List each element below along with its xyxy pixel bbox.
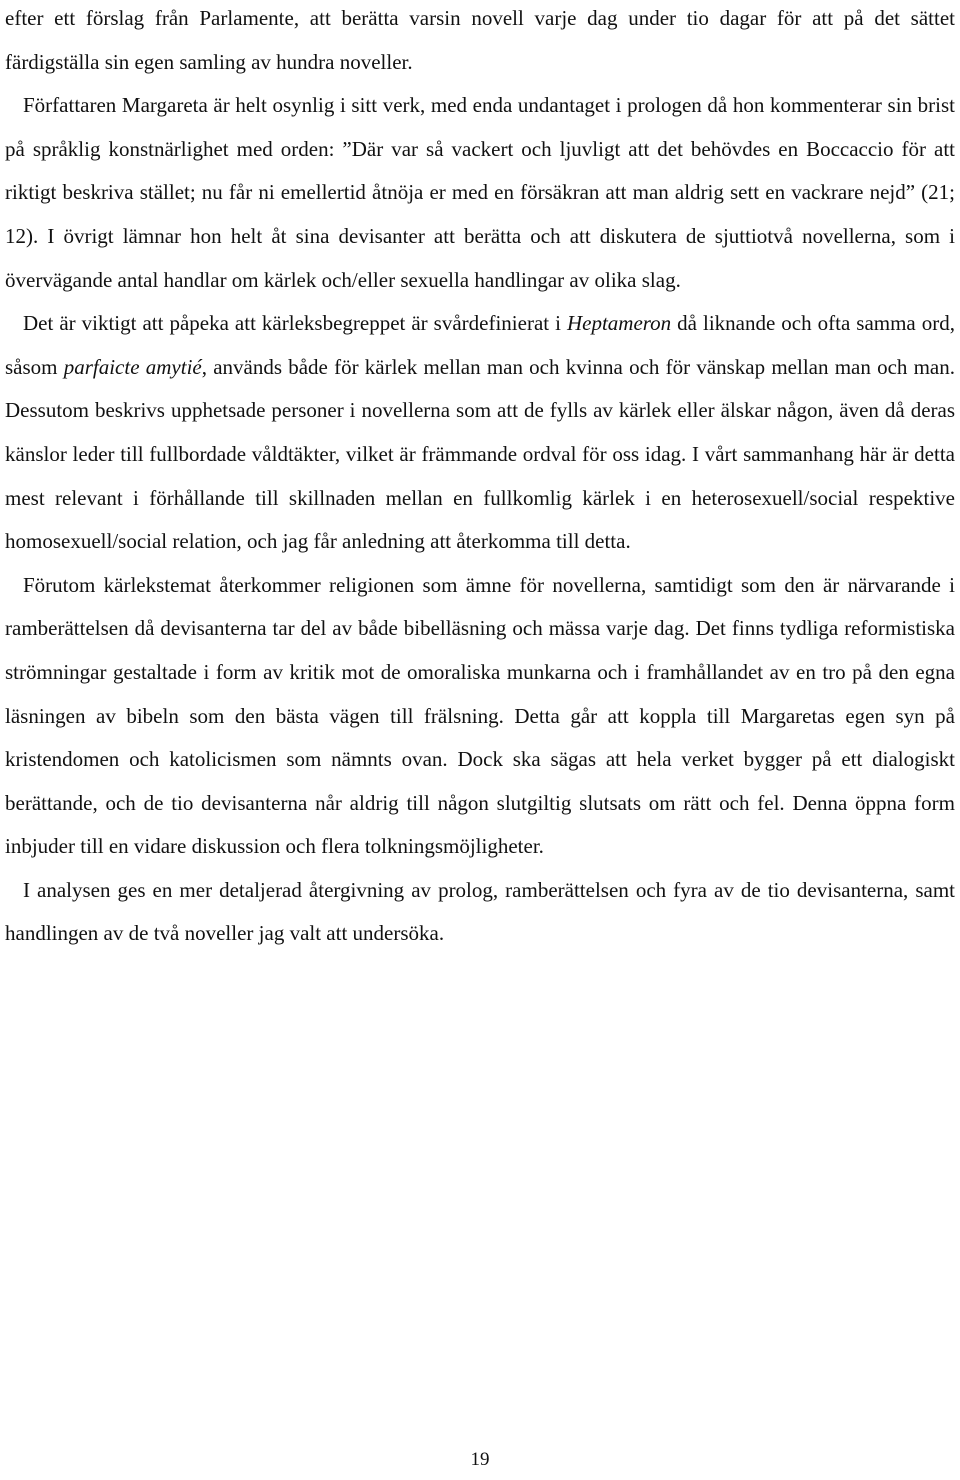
paragraph-analysis bbox=[5, 869, 955, 956]
text-run: , används både för kärlek mellan man och kvinna och för vänskap mellan man och man. Dessutom beskrivs upphetsade personer i novellerna som att de fylls av kärlek eller älskar någon, även då deras känslor leder till fullbordade våldtäkter, vilket är främmande ordval för oss idag. I vårt sammanhang här är detta mest relevant i förhållande till skillnaden mellan en fullkomlig kärlek i en heterosexuell/social respektive homosexuell/social relation, och jag får anledning att återkomma till detta. bbox=[5, 354, 956, 554]
paragraph-continued bbox=[5, 0, 955, 84]
body-text bbox=[5, 0, 955, 956]
page-number: 19 bbox=[470, 1449, 490, 1470]
paragraph-religion bbox=[5, 564, 955, 869]
text-run: Författaren Margareta är helt osynlig i sitt verk, med enda undantaget i prologen då hon kommenterar sin brist på språklig konstnärlighet med orden: ”Där var så vackert och ljuvligt att det behövdes en Boccaccio för att riktigt beskriva stället; nu får ni emellertid åtnöja er med en försäkran att man aldrig sett en vackrare nejd” (21; 12). I övrigt lämnar hon helt åt sina devisanter att berätta och att diskutera de sjuttiotvå novellerna, som i övervägande antal handlar om kärlek och/eller sexuella handlingar av olika slag. bbox=[5, 93, 955, 292]
italic-term: parfaicte amytié bbox=[63, 354, 202, 379]
document-page bbox=[5, 0, 955, 1480]
paragraph-author-invisibility bbox=[5, 84, 955, 302]
text-run: Det är viktigt att påpeka att kärleksbegreppet är svårdefinierat i bbox=[23, 311, 567, 336]
paragraph-love-concept bbox=[5, 302, 955, 564]
text-run: I analysen ges en mer detaljerad återgivning av prolog, ramberättelsen och fyra av de tio devisanterna, samt handlingen av de två noveller jag valt att undersöka. bbox=[5, 877, 955, 946]
italic-title-heptameron: Heptameron bbox=[566, 311, 672, 336]
text-run: efter ett förslag från Parlamente, att berätta varsin novell varje dag under tio dagar för att på det sättet färdigställa sin egen samling av hundra noveller. bbox=[5, 6, 955, 74]
text-run: Förutom kärlekstemat återkommer religionen som ämne för novellerna, samtidigt som den är närvarande i ramberättelsen då devisanterna tar del av både bibelläsning och mässa varje dag. Det finns tydliga reformistiska strömningar gestaltade i form av kritik mot de omoraliska munkarna och i framhållandet av en tro på den egna läsningen av bibeln som den bästa vägen till frälsning. Detta går att koppla till Margaretas egen syn på kristendomen och katolicismen som nämnts ovan. Dock ska sägas att hela verket bygger på ett dialogiskt berättande, och de tio devisanterna når aldrig till någon slutgiltig slutsats om rätt och fel. Denna öppna form inbjuder till en vidare diskussion och flera tolkningsmöjligheter. bbox=[5, 572, 955, 859]
text-run: då liknande och ofta samma ord, såsom bbox=[5, 311, 955, 379]
